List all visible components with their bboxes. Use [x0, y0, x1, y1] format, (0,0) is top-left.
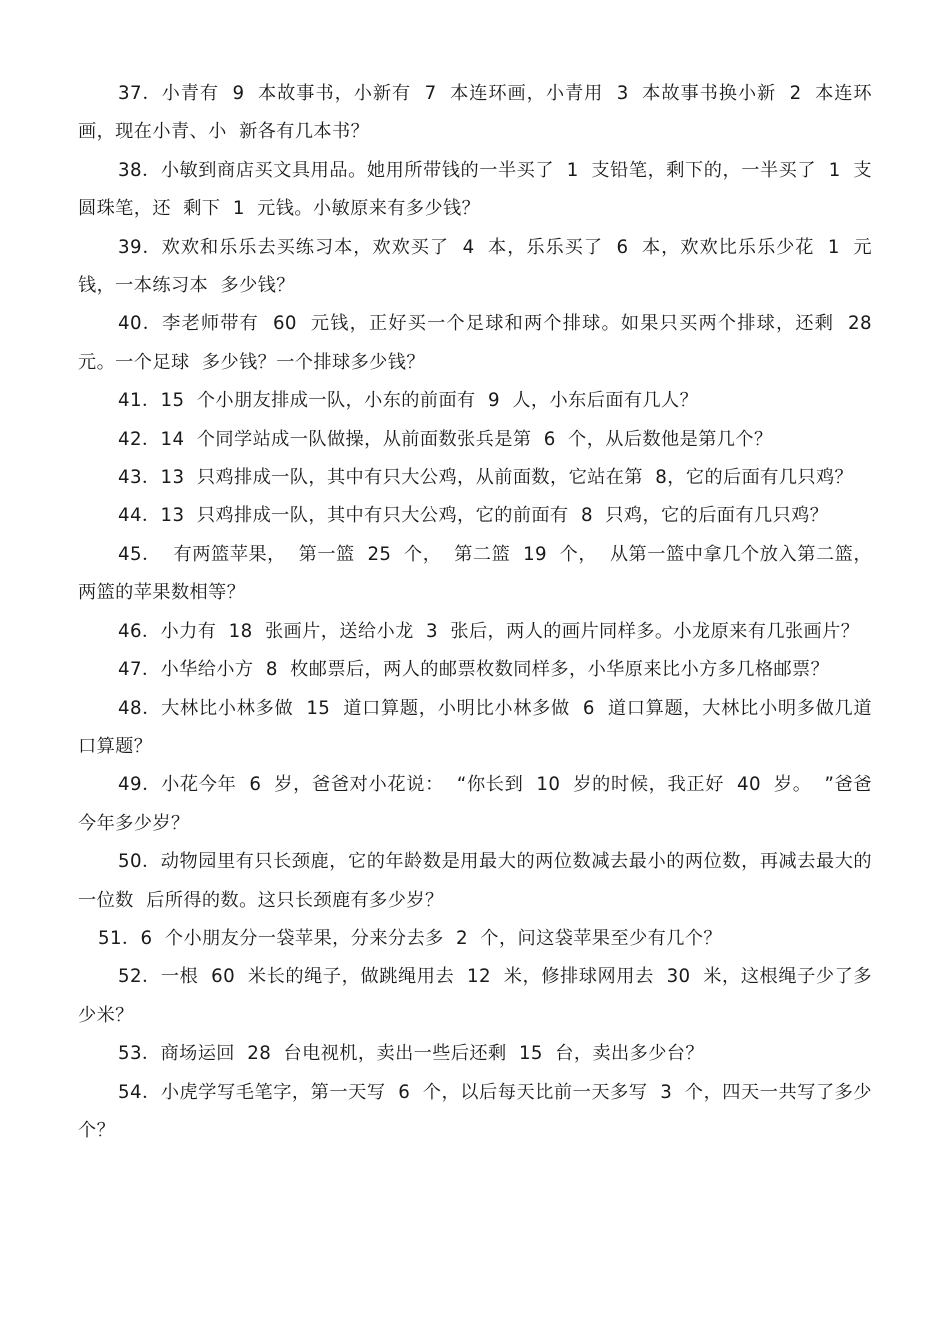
problem-38: 38．小敏到商店买文具用品。她用所带钱的一半买了 1 支铅笔，剩下的，一半买了 1 支圆珠笔，还 剩下 1 元钱。小敏原来有多少钱？ [78, 159, 872, 220]
problem-52: 52．一根 60 米长的绳子，做跳绳用去 12 米，修排球网用去 30 米，这根绳子少了多少米？ [78, 966, 872, 1026]
problem-39: 39．欢欢和乐乐去买练习本，欢欢买了 4 本，乐乐买了 6 本，欢欢比乐乐少花 1 元钱，一本练习本 多少钱？ [78, 236, 872, 297]
problem-42: 42．14 个同学站成一队做操，从前面数张兵是第 6 个，从后数他是第几个？ [118, 428, 773, 450]
problem-37: 37．小青有 9 本故事书，小新有 7 本连环画，小青用 3 本故事书换小新 2 本连环画，现在小青、小 新各有几本书？ [78, 83, 872, 143]
problem-54: 54．小虎学写毛笔字，第一天写 6 个，以后每天比前一天多写 3 个，四天一共写了多少个？ [78, 1081, 872, 1141]
problem-47: 47．小华给小方 8 枚邮票后，两人的邮票枚数同样多，小华原来比小方多几格邮票？ [118, 659, 830, 681]
problem-46: 46．小力有 18 张画片，送给小龙 3 张后，两人的画片同样多。小龙原来有几张画片？ [118, 620, 860, 642]
problem-50: 50．动物园里有只长颈鹿，它的年龄数是用最大的两位数减去最小的两位数，再减去最大的一位数 后所得的数。这只长颈鹿有多少岁？ [78, 851, 872, 911]
problem-40: 40．李老师带有 60 元钱，正好买一个足球和两个排球。如果只买两个排球，还剩 28 元。一个足球 多少钱？一个排球多少钱？ [78, 313, 885, 373]
problem-41: 41．15 个小朋友排成一队，小东的前面有 9 人，小东后面有几人？ [118, 390, 699, 412]
problem-44: 44．13 只鸡排成一队，其中有只大公鸡，它的前面有 8 只鸡，它的后面有几只鸡？ [118, 505, 829, 527]
problem-51: 51．6 个小朋友分一袋苹果，分来分去多 2 个，问这袋苹果至少有几个？ [98, 927, 723, 949]
problem-48: 48．大林比小林多做 15 道口算题，小明比小林多做 6 道口算题，大林比小明多做几道口算题？ [78, 697, 872, 757]
problem-49: 49．小花今年 6 岁，爸爸对小花说： “你长到 10 岁的时候，我正好 40 岁。 ”爸爸今年多少岁？ [78, 774, 872, 834]
problem-45: 45． 有两篮苹果， 第一篮 25 个， 第二篮 19 个， 从第一篮中拿几个放入第二篮， 两篮的苹果数相等？ [78, 543, 885, 604]
problem-53: 53．商场运回 28 台电视机，卖出一些后还剩 15 台，卖出多少台？ [118, 1043, 704, 1065]
problem-43: 43．13 只鸡排成一队，其中有只大公鸡，从前面数，它站在第 8，它的后面有几只鸡？ [118, 467, 854, 489]
